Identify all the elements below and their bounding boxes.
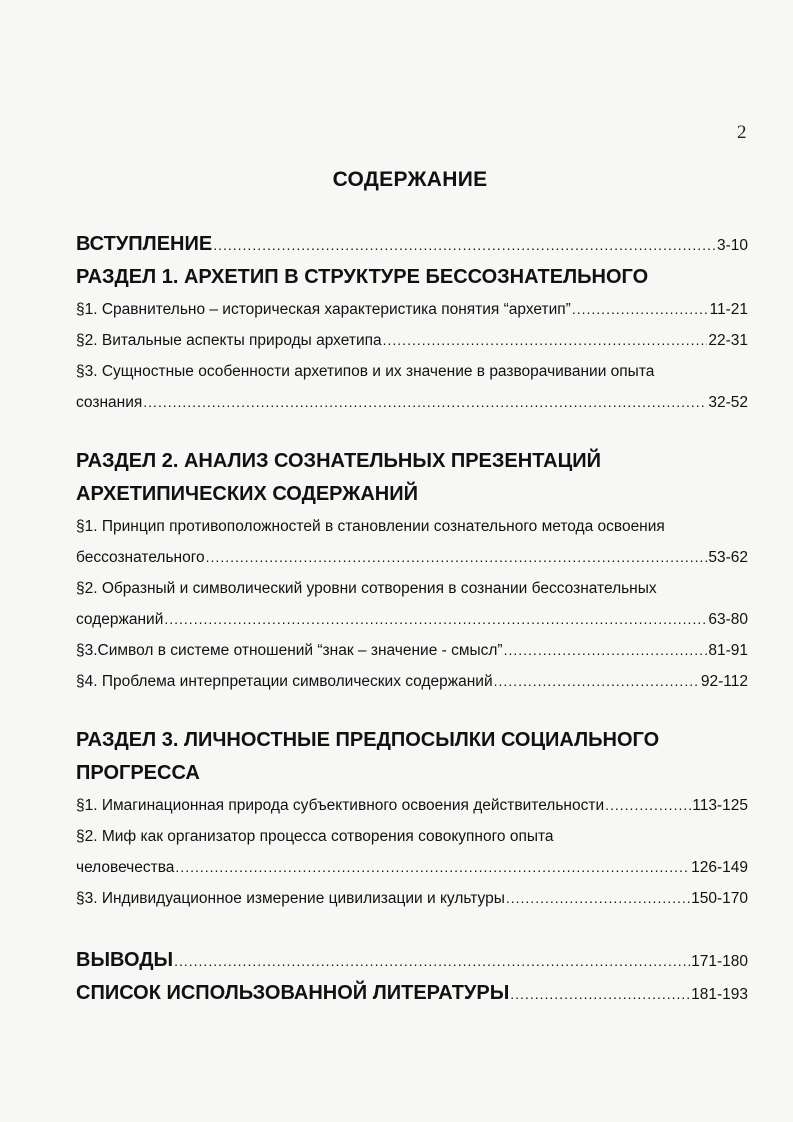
toc-entry-2-3[interactable]	[76, 635, 748, 666]
entry-label: СПИСОК ИСПОЛЬЗОВАННОЙ ЛИТЕРАТУРЫ	[76, 982, 510, 1004]
toc-entry-3-2[interactable]	[76, 852, 748, 883]
toc-entry-1-3[interactable]	[76, 387, 748, 418]
dot-leader	[494, 666, 700, 697]
toc-entry-3-2-line1[interactable]: §2. Миф как организатор процесса сотворения совокупного опыта	[76, 828, 554, 845]
toc-entry-2-2-line1[interactable]: §2. Образный и символический уровни сотворения в сознании бессознательных	[76, 580, 657, 597]
toc-entry-1-2[interactable]	[76, 325, 748, 356]
toc-entry-2-2[interactable]	[76, 604, 748, 635]
entry-pages: 11-21	[709, 301, 748, 318]
entry-pages: 92-112	[700, 673, 748, 690]
entry-pages: 126-149	[691, 859, 748, 876]
entry-label: ВСТУПЛЕНИЕ	[76, 233, 213, 255]
toc-entry-conclusions[interactable]	[76, 944, 748, 977]
dot-leader	[206, 542, 708, 573]
entry-label: §3. Индивидуационное измерение цивилизации и культуры	[76, 890, 505, 907]
entry-pages: 150-170	[691, 890, 748, 907]
toc-entry-2-4[interactable]	[76, 666, 748, 697]
entry-label: §3.Символ в системе отношений “знак – значение - смысл”	[76, 642, 503, 659]
entry-pages: 32-52	[708, 394, 748, 411]
section-2-heading-line2[interactable]: АРХЕТИПИЧЕСКИХ СОДЕРЖАНИЙ	[76, 483, 418, 505]
section-1-heading[interactable]: РАЗДЕЛ 1. АРХЕТИП В СТРУКТУРЕ БЕССОЗНАТЕЛЬНОГО	[76, 266, 649, 288]
entry-label: человечества	[76, 859, 175, 876]
dot-leader	[213, 228, 716, 261]
dot-leader	[504, 635, 708, 666]
toc-entry-bibliography[interactable]	[76, 977, 748, 1010]
section-spacer	[76, 418, 748, 445]
toc-entry-1-3-line1[interactable]: §3. Сущностные особенности архетипов и их значение в разворачивании опыта	[76, 363, 655, 380]
dot-leader	[506, 883, 690, 914]
toc-entry-2-1-line1[interactable]: §1. Принцип противоположностей в становлении сознательного метода освоения	[76, 518, 665, 535]
entry-label: §4. Проблема интерпретации символических содержаний	[76, 673, 493, 690]
entry-pages: 81-91	[708, 642, 748, 659]
entry-label: сознания	[76, 394, 143, 411]
section-3-heading-line2[interactable]: ПРОГРЕССА	[76, 762, 200, 784]
dot-leader	[605, 790, 691, 821]
dot-leader	[383, 325, 708, 356]
dot-leader	[174, 944, 690, 977]
dot-leader	[510, 977, 690, 1010]
dot-leader	[164, 604, 707, 635]
entry-pages: 181-193	[691, 986, 748, 1003]
section-3-heading-line1[interactable]: РАЗДЕЛ 3. ЛИЧНОСТНЫЕ ПРЕДПОСЫЛКИ СОЦИАЛЬНОГО	[76, 729, 660, 751]
toc-entry-1-1[interactable]	[76, 294, 748, 325]
toc-entry-3-1[interactable]	[76, 790, 748, 821]
dot-leader	[572, 294, 709, 325]
toc-entry-intro[interactable]	[76, 228, 748, 261]
entry-pages: 171-180	[691, 953, 748, 970]
section-2-heading-line1[interactable]: РАЗДЕЛ 2. АНАЛИЗ СОЗНАТЕЛЬНЫХ ПРЕЗЕНТАЦИЙ	[76, 450, 601, 472]
toc-entry-3-3[interactable]	[76, 883, 748, 914]
entry-pages: 22-31	[708, 332, 748, 349]
entry-pages: 113-125	[692, 797, 748, 814]
section-spacer	[76, 914, 748, 944]
entry-label: содержаний	[76, 611, 164, 628]
toc-entry-2-1[interactable]	[76, 542, 748, 573]
toc-title: СОДЕРЖАНИЕ	[332, 168, 488, 191]
entry-pages: 3-10	[716, 237, 748, 254]
entry-label: бессознательного	[76, 549, 205, 566]
page-number: 2	[737, 122, 747, 143]
dot-leader	[143, 387, 707, 418]
entry-label: §1. Имагинационная природа субъективного освоения действительности	[76, 797, 605, 814]
entry-label: §2. Витальные аспекты природы архетипа	[76, 332, 382, 349]
entry-label: ВЫВОДЫ	[76, 949, 174, 971]
dot-leader	[175, 852, 690, 883]
section-spacer	[76, 697, 748, 724]
entry-label: §1. Сравнительно – историческая характеристика понятия “архетип”	[76, 301, 571, 318]
table-of-contents	[76, 228, 748, 1010]
entry-pages: 63-80	[708, 611, 748, 628]
entry-pages: 53-62	[708, 549, 748, 566]
